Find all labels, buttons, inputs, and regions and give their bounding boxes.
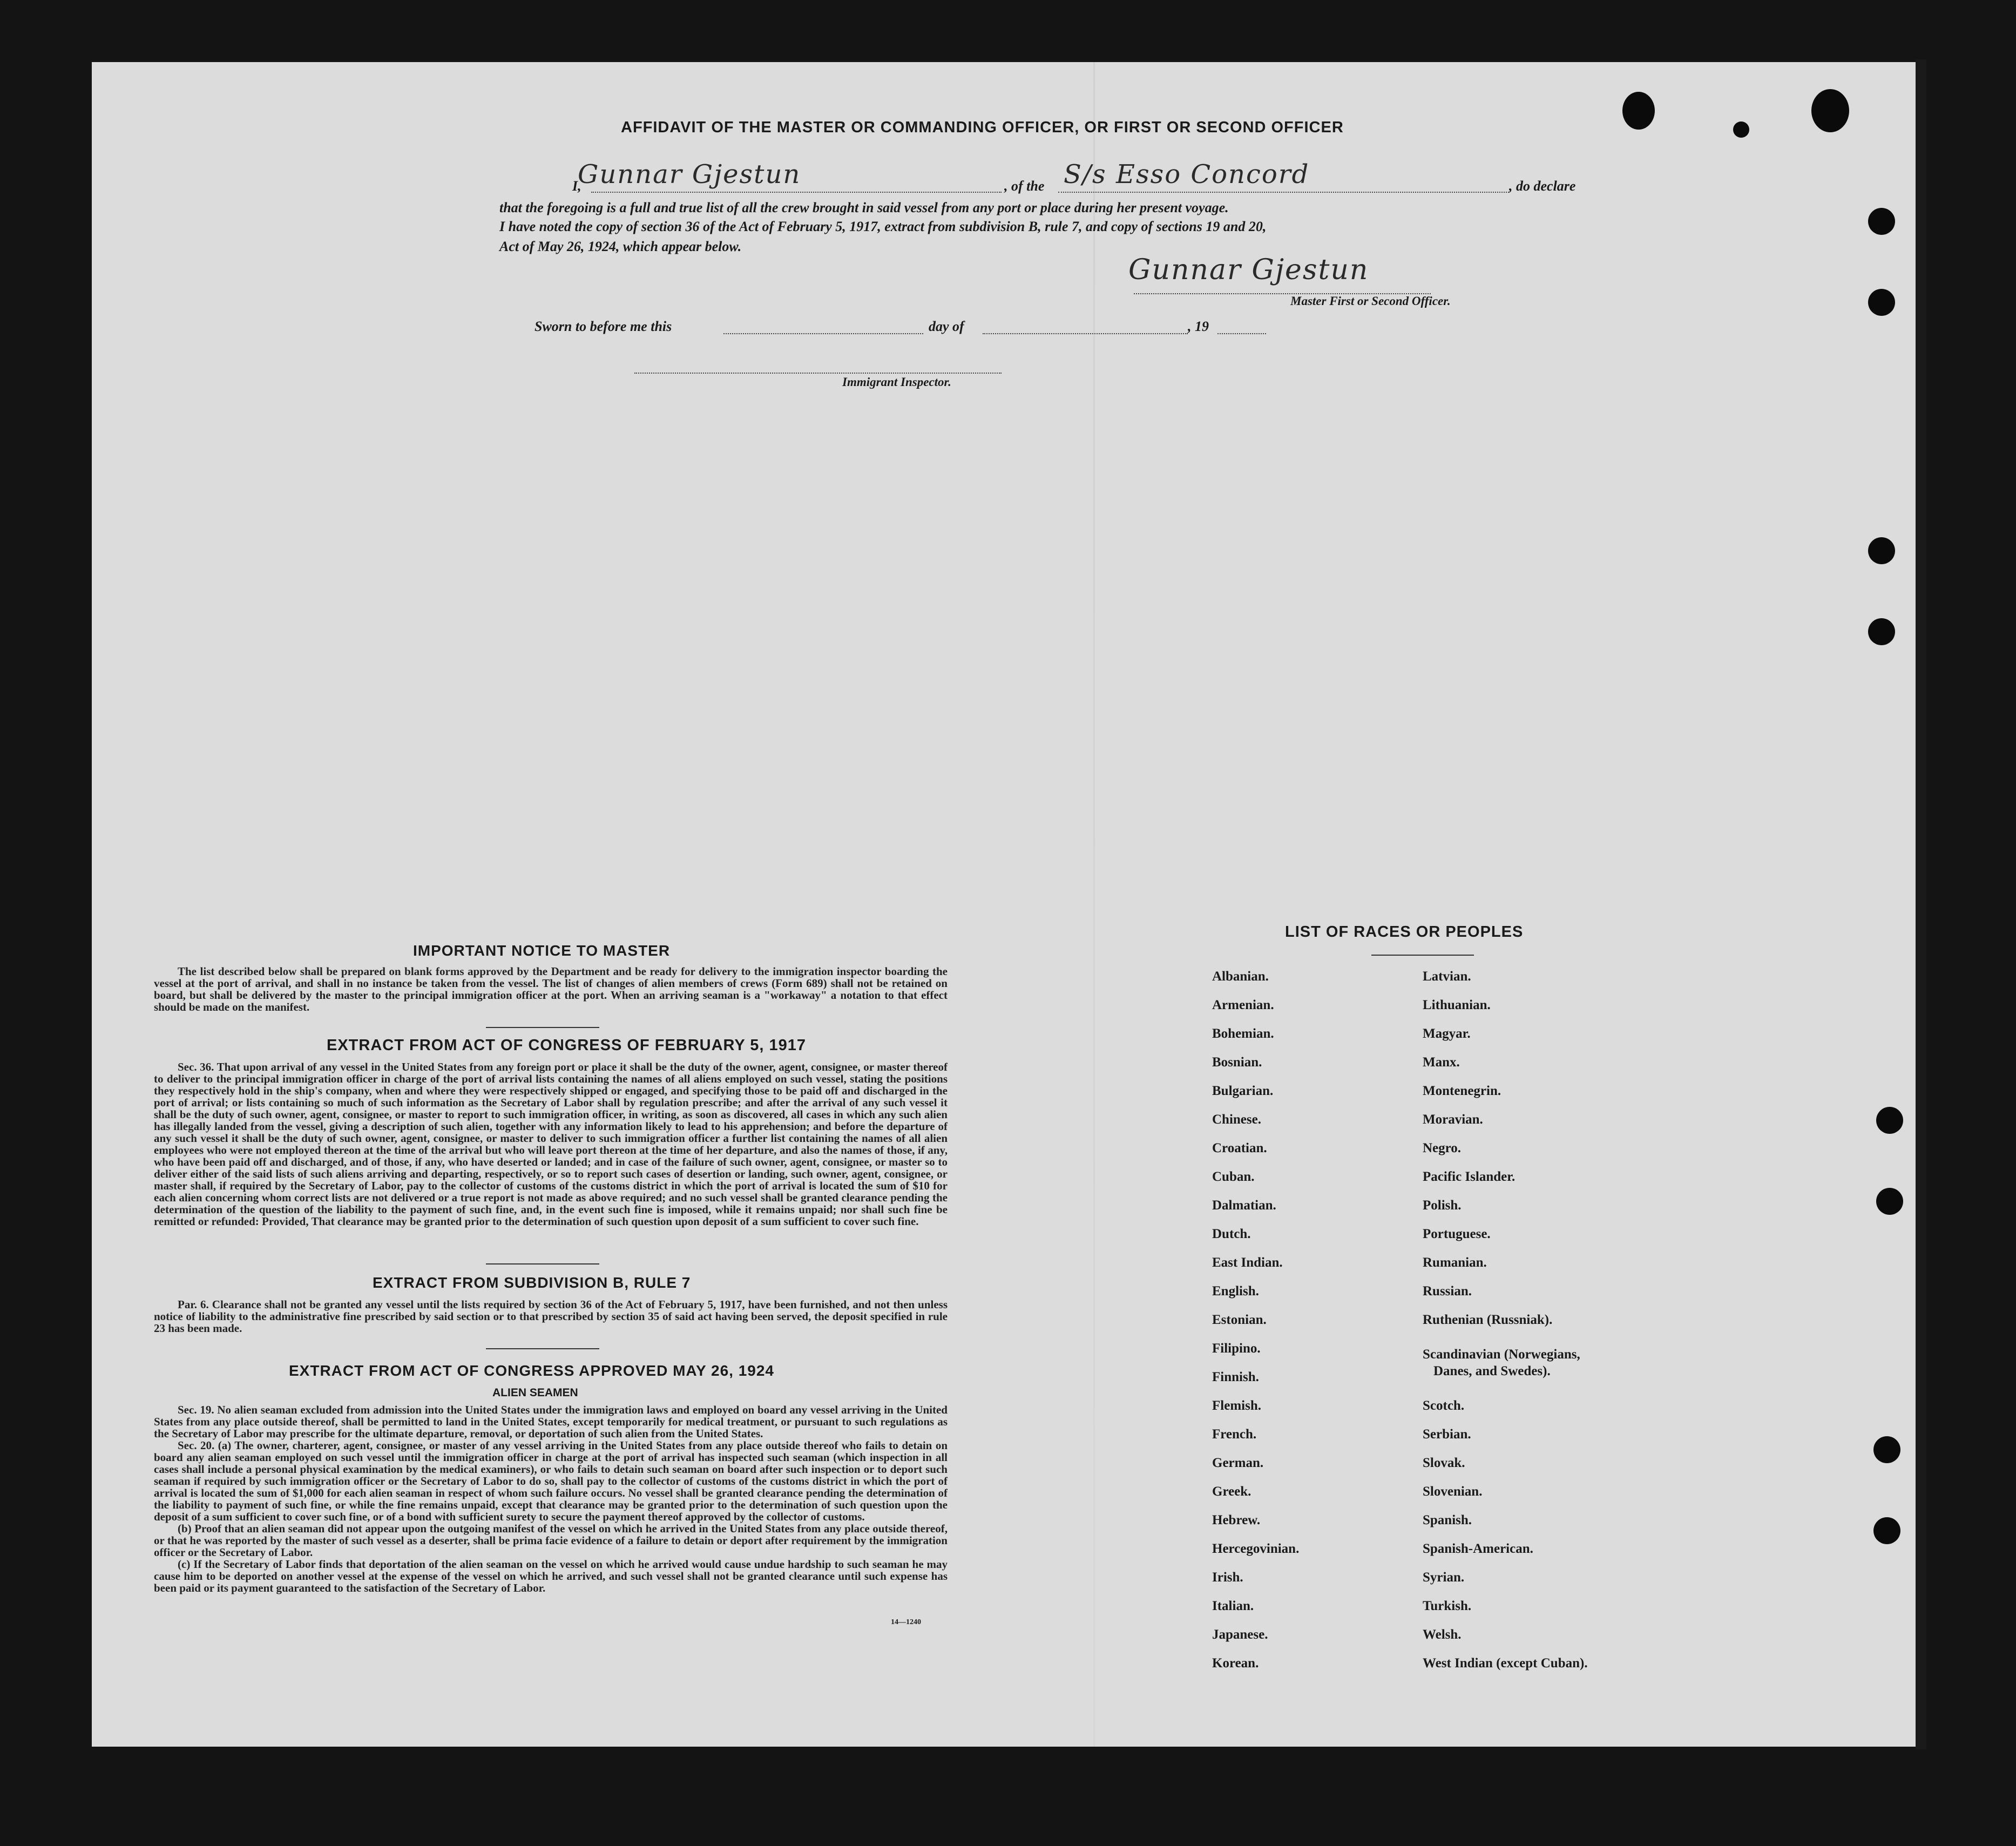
race-item: Japanese.: [1212, 1627, 1268, 1642]
races-title: LIST OF RACES OR PEOPLES: [1285, 923, 1524, 941]
master-name-line: [591, 192, 1002, 193]
punch-hole: [1868, 618, 1895, 645]
divider: [486, 1348, 599, 1349]
rule7-title: EXTRACT FROM SUBDIVISION B, RULE 7: [373, 1274, 691, 1291]
race-item: Moravian.: [1423, 1112, 1483, 1127]
race-item: Chinese.: [1212, 1112, 1261, 1127]
affidavit-line-4: Act of May 26, 1924, which appear below.: [499, 239, 742, 254]
rule7-text: [154, 1299, 948, 1334]
sec20b-paragraph: (b) Proof that an alien seaman did not appear upon the outgoing manifest of the vessel on which he arrived in the United States from any place outside thereof, or that he was reported by the master of such vessel as a deserter, shall be prima facie evidence of a failure to detain or deport after requirement by the immigration officer or the Secretary of Labor.: [154, 1522, 948, 1559]
race-item: Bosnian.: [1212, 1055, 1262, 1070]
master-name-handwritten: Gunnar Gjestun: [578, 159, 801, 190]
punch-hole: [1876, 1107, 1903, 1134]
race-item: Italian.: [1212, 1599, 1254, 1613]
sec20a-paragraph: Sec. 20. (a) The owner, charterer, agent, consignee, or master of any vessel arriving in the United States from any place outside thereof who fails to detain on board any alien seaman employed on such vessel until the immigration officer in charge at the port of arrival has inspected such seaman (which inspection in all cases shall include a personal physical examination by the medical examiners), or who fails to detain such seaman on board after such inspection or to deport such seaman if required by such immigration officer or the Secretary of Labor to do so, shall pay to the collector of customs of the customs district in which the port of arrival is located the sum of $1,000 for each alien seaman in respect of whom such failure occurs. No vessel shall be granted clearance pending the determination of the liability to payment of such fine, or while the fine remains unpaid, except that clearance may be granted prior to the determination of such question upon the deposit of a sum sufficient to cover such fine, or of a bond with sufficient surety to secure the payment thereof approved by the collector of customs.: [154, 1439, 948, 1523]
race-item: English.: [1212, 1284, 1259, 1299]
affidavit-line-3: I have noted the copy of section 36 of the Act of February 5, 1917, extract from subdivision B, rule 7, and copy of sections 19 and 20,: [499, 219, 1267, 234]
race-item: Estonian.: [1212, 1313, 1267, 1327]
race-item: Bohemian.: [1212, 1026, 1274, 1041]
sworn-day-line: [723, 333, 923, 334]
extract-1917-title: EXTRACT FROM ACT OF CONGRESS OF FEBRUARY 5, 1917: [327, 1037, 807, 1054]
day-of-label: day of: [929, 319, 964, 334]
race-item: Slovak.: [1423, 1456, 1465, 1470]
race-item: German.: [1212, 1456, 1264, 1470]
race-item: Flemish.: [1212, 1398, 1261, 1413]
race-item: Lithuanian.: [1423, 998, 1491, 1012]
race-item: Montenegrin.: [1423, 1084, 1501, 1098]
notice-text: [154, 965, 948, 1013]
race-item: Serbian.: [1423, 1427, 1471, 1442]
race-item: French.: [1212, 1427, 1257, 1442]
race-item: Bulgarian.: [1212, 1084, 1274, 1098]
vessel-line: [1058, 192, 1509, 193]
race-item: West Indian (except Cuban).: [1423, 1656, 1588, 1671]
sec19-paragraph: Sec. 19. No alien seaman excluded from admission into the United States under the immigration laws and employed on board any vessel arriving in the United States from any place outside thereof, shall be permitted to land in the United States, except temporarily for medical treatment, or pursuant to such regulations as the Secretary of Labor may prescribe for the ultimate departure, removal, or deportation of such alien from the United States.: [154, 1403, 948, 1440]
race-item: Syrian.: [1423, 1570, 1465, 1585]
race-item: Hercegovinian.: [1212, 1541, 1300, 1556]
inspector-line: [634, 373, 1002, 374]
race-item: Russian.: [1423, 1284, 1472, 1299]
sec36-paragraph: Sec. 36. That upon arrival of any vessel in the United States from any foreign port or place it shall be the duty of the owner, agent, consignee, or master thereof to deliver to the principal immigration officer in charge of the port of arrival lists containing the names of all aliens employed on such vessel, stating the positions they respectively hold in the ship's company, when and where they were respectively shipped or engaged, and specifying those to be paid off and discharged in the port of arrival; or lists containing so much of such information as the Secretary of Labor shall by regulation prescribe; and after the arrival of any such vessel it shall be the duty of such owner, agent, consignee, or master to report to such immigration officer, in writing, as soon as discovered, all cases in which any such alien has illegally landed from the vessel, giving a description of such alien, together with any information likely to lead to his apprehension; and before the departure of any such vessel it shall be the duty of such owner, agent, consignee, or master to deliver to such immigration officer a further list containing the names of all alien employees who were not employed thereon at the time of the arrival but who will leave port thereon at the time of her departure, and also the names of those, if any, who have been paid off and discharged, and of those, if any, who have deserted or landed; and in case of the failure of such owner, agent, consignee, or master so to deliver either of the said lists of such aliens arriving and departing, respectively, or so to report such cases of desertion or landing, such owner, agent, consignee, or master shall, if required by the Secretary of Labor, pay to the collector of customs of the customs district in which the port of arrival is located the sum of $10 for each alien concerning whom correct lists are not delivered or a true report is not made as above required; and no such vessel shall be granted clearance pending the determination of the question of the liability to the payment of such fine, and, in the event such fine is imposed, while it remains unpaid; nor shall such fine be remitted or refunded: Provided, That clearance may be granted prior to the determination of such question upon deposit of a sum sufficient to cover such fine.: [154, 1060, 948, 1228]
year-prefix: , 19: [1188, 319, 1209, 334]
sworn-year-line: [1217, 333, 1266, 334]
punch-hole: [1873, 1517, 1900, 1544]
race-item: Albanian.: [1212, 969, 1269, 984]
punch-hole: [1868, 537, 1895, 564]
race-item: Hebrew.: [1212, 1513, 1261, 1527]
sworn-label: Sworn to before me this: [535, 319, 672, 334]
i-label: I,: [572, 178, 581, 194]
race-item: Filipino.: [1212, 1341, 1261, 1356]
punch-hole: [1873, 1436, 1900, 1463]
race-item: Manx.: [1423, 1055, 1460, 1070]
race-item: Spanish-American.: [1423, 1541, 1533, 1556]
punch-hole: [1868, 208, 1895, 235]
race-item: Scotch.: [1423, 1398, 1465, 1413]
race-item: Portuguese.: [1423, 1227, 1491, 1241]
race-item: Dalmatian.: [1212, 1198, 1276, 1213]
extract-1924-text: [154, 1404, 948, 1594]
signature-handwritten: Gunnar Gjestun: [1128, 254, 1369, 286]
affidavit-title: AFFIDAVIT OF THE MASTER OR COMMANDING OFFICER, OR FIRST OR SECOND OFFICER: [621, 119, 1344, 136]
races-title-rule: [1371, 955, 1474, 956]
race-item: Turkish.: [1423, 1599, 1472, 1613]
inspector-caption: Immigrant Inspector.: [842, 375, 951, 389]
notice-title: IMPORTANT NOTICE TO MASTER: [413, 942, 671, 959]
race-item: Polish.: [1423, 1198, 1462, 1213]
punch-hole: [1868, 289, 1895, 316]
race-item: Danes, and Swedes).: [1433, 1364, 1551, 1378]
punch-hole: [1811, 89, 1849, 132]
race-item: Dutch.: [1212, 1227, 1251, 1241]
race-item: Croatian.: [1212, 1141, 1267, 1155]
punch-hole: [1733, 121, 1749, 138]
race-item: Finnish.: [1212, 1370, 1259, 1384]
race-item: Greek.: [1212, 1484, 1251, 1499]
race-item: Spanish.: [1423, 1513, 1472, 1527]
vessel-name-handwritten: S/s Esso Concord: [1064, 159, 1310, 190]
divider: [486, 1263, 599, 1265]
sworn-month-line: [983, 333, 1188, 334]
divider: [486, 1027, 599, 1028]
race-item: Latvian.: [1423, 969, 1471, 984]
punch-hole: [1622, 92, 1655, 130]
sec20c-paragraph: (c) If the Secretary of Labor finds that deportation of the alien seaman on the vessel on which he arrived would cause undue hardship to such seaman he may cause him to be deported on another vessel at the expense of the vessel on which he arrived, and such vessel shall not be granted clearance until such expense has been paid or its payment guaranteed to the satisfaction of the Secretary of Labor.: [154, 1558, 948, 1594]
alien-seamen-subtitle: ALIEN SEAMEN: [492, 1387, 578, 1399]
race-item: Irish.: [1212, 1570, 1243, 1585]
race-item: Korean.: [1212, 1656, 1259, 1671]
race-item: Negro.: [1423, 1141, 1462, 1155]
scan-edge: [1916, 59, 1926, 1749]
race-item: Rumanian.: [1423, 1255, 1487, 1270]
race-item: Scandinavian (Norwegians,: [1423, 1347, 1580, 1362]
extract-1917-text: [154, 1061, 948, 1227]
form-number: 14—1240: [891, 1618, 921, 1626]
race-item: Armenian.: [1212, 998, 1274, 1012]
race-item: Ruthenian (Russniak).: [1423, 1313, 1553, 1327]
race-item: Welsh.: [1423, 1627, 1462, 1642]
page-fold: [1093, 62, 1095, 1747]
extract-1924-title: EXTRACT FROM ACT OF CONGRESS APPROVED MAY 26, 1924: [289, 1362, 774, 1379]
par6-paragraph: Par. 6. Clearance shall not be granted any vessel until the lists required by section 36 of the Act of February 5, 1917, have been furnished, and not then unless notice of liability to the administrative fine prescribed by said section or to that prescribed by section 35 of said act having been served, the deposit specified in rule 23 has been made.: [154, 1298, 948, 1335]
race-item: Pacific Islander.: [1423, 1169, 1516, 1184]
punch-hole: [1876, 1188, 1903, 1215]
do-declare-label: , do declare: [1509, 178, 1576, 194]
race-item: Cuban.: [1212, 1169, 1255, 1184]
of-the-label: , of the: [1004, 178, 1045, 194]
signature-caption: Master First or Second Officer.: [1290, 294, 1451, 308]
affidavit-line-2: that the foregoing is a full and true list of all the crew brought in said vessel from any port or place during her present voyage.: [499, 200, 1229, 215]
race-item: Slovenian.: [1423, 1484, 1483, 1499]
race-item: Magyar.: [1423, 1026, 1471, 1041]
document-sheet: [92, 62, 1916, 1747]
notice-paragraph: The list described below shall be prepared on blank forms approved by the Department and be ready for delivery to the immigration inspector boarding the vessel at the port of arrival, and shall in no instance be taken from the vessel. The list of changes of alien members of crews (Form 689) shall not be retained on board, but shall be delivered by the master to the principal immigration officer at the port. When an arriving seaman is a "workaway" a notation to that effect should be made on the manifest.: [154, 965, 948, 1013]
race-item: East Indian.: [1212, 1255, 1283, 1270]
